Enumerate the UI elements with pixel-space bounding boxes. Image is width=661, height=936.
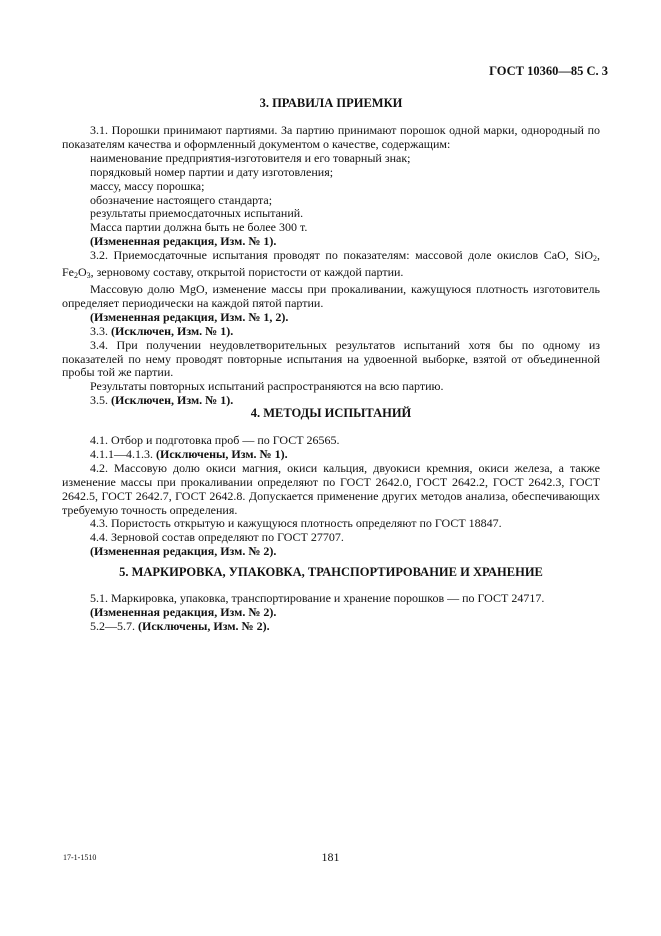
paragraph-4-4: 4.4. Зерновой состав определяют по ГОСТ 27707. xyxy=(90,530,344,545)
amendment-note: (Измененная редакция, Изм. № 1). xyxy=(90,234,277,249)
paragraph-3-4-cont: Результаты повторных испытаний распространяются на всю партию. xyxy=(90,379,444,394)
paragraph-4-1-1: 4.1.1—4.1.3. (Исключены, Изм. № 1). xyxy=(90,446,288,461)
paragraph-5-2: 5.2—5.7. (Исключены, Изм. № 2). xyxy=(90,618,270,633)
section-5-body xyxy=(62,592,600,634)
amendment-note: (Измененная редакция, Изм. № 1, 2). xyxy=(90,309,289,324)
paragraph-4-3: 4.3. Пористость открытую и кажущуюся плотность определяют по ГОСТ 18847. xyxy=(90,516,502,531)
paragraph-3-5: 3.5. (Исключен, Изм. № 1). xyxy=(90,393,234,408)
lot-mass-note: Масса партии должна быть не более 300 т. xyxy=(90,220,308,235)
amendment-note: (Измененная редакция, Изм. № 2). xyxy=(90,604,277,619)
paragraph-3-1: 3.1. Порошки принимают партиями. За партию принимают порошок одной марки, однородный по показателям качества и оформленный документом о качестве, содержащим: xyxy=(62,123,600,151)
paragraph-5-1: 5.1. Маркировка, упаковка, транспортирование и хранение порошков — по ГОСТ 24717. xyxy=(90,591,545,605)
amendment-note: (Измененная редакция, Изм. № 2). xyxy=(90,544,277,559)
print-code: 17-1-1510 xyxy=(63,853,97,862)
paragraph-4-2: 4.2. Массовую долю окиси магния, окиси кальция, двуокиси кремния, окиси железа, а также изменение массы при прокаливании определяют по ГОСТ 2642.0, ГОСТ 2642.2, ГОСТ 2642.3, ГОСТ 2642.5, ГОСТ 2642.7, ГОСТ 2642.8. Допускается применение других методов анализа, обеспечивающих требуемую точность определения. xyxy=(62,460,600,517)
list-item: массу, массу порошка; xyxy=(90,178,205,193)
paragraph-3-3: 3.3. (Исключен, Изм. № 1). xyxy=(90,323,234,338)
paragraph-3-2: 3.2. Приемосдаточные испытания проводят по показателям: массовой доле окислов CaO, SiO$_2$, $Fe_2O_3$, зерновому составу, открытой пористости от каждой партии. xyxy=(62,248,600,281)
paragraph-3-2-cont: Массовую долю MgO, изменение массы при прокаливании, кажущуюся плотность изготовитель определяет периодически на каждой пятой партии. xyxy=(62,281,600,310)
paragraph-4-1: 4.1. Отбор и подготовка проб — по ГОСТ 26565. xyxy=(90,433,340,447)
page-number: 181 xyxy=(321,850,340,864)
section-3-body xyxy=(62,124,600,408)
running-header: ГОСТ 10360—85 С. 3 xyxy=(489,64,608,78)
section-4-heading: 4. МЕТОДЫ ИСПЫТАНИЙ xyxy=(250,406,412,420)
list-item: обозначение настоящего стандарта; xyxy=(90,192,273,207)
list-item: результаты приемосдаточных испытаний. xyxy=(90,206,304,221)
section-5-heading: 5. МАРКИРОВКА, УПАКОВКА, ТРАНСПОРТИРОВАНИЕ И ХРАНЕНИЕ xyxy=(119,565,543,579)
list-item: наименование предприятия-изготовителя и его товарный знак; xyxy=(90,150,411,165)
list-item: порядковый номер партии и дату изготовления; xyxy=(90,164,334,179)
section-4-body xyxy=(62,434,600,559)
paragraph-3-4: 3.4. При получении неудовлетворительных результатов испытаний хотя бы по одному из показателей по нему проводят повторные испытания на удвоенной выборке, взятой от объединенной пробы той же партии. xyxy=(62,337,600,380)
section-3-heading: 3. ПРАВИЛА ПРИЕМКИ xyxy=(259,96,403,110)
